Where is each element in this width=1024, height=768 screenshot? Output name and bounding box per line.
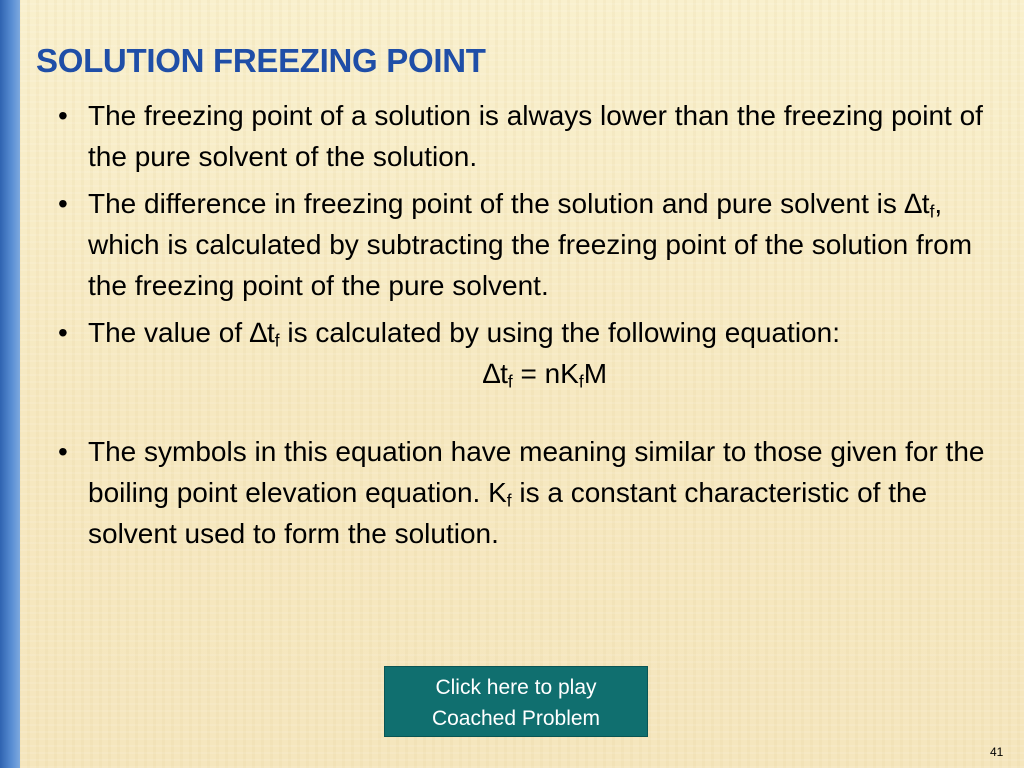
coached-problem-button[interactable] bbox=[384, 666, 648, 737]
bullet-symbols-meaning bbox=[58, 431, 988, 554]
coached-button-line1: Click here to play bbox=[435, 676, 597, 699]
slide-body bbox=[58, 95, 988, 554]
bullet-freezing-point-difference bbox=[58, 183, 988, 306]
bullet-text-pre: The value of bbox=[88, 317, 250, 348]
equation-m: M bbox=[583, 358, 608, 389]
delta-t-symbol: ∆t bbox=[249, 317, 275, 348]
delta-t-symbol: ∆t bbox=[904, 188, 930, 219]
bullet-text-post: , which is calculated by subtracting the freezing point of the solution from the freezing point of the pure solvent. bbox=[88, 188, 973, 301]
bullet-text-pre: The symbols in this equation have meaning similar to those given for the boiling point elevation equation. K bbox=[88, 436, 985, 508]
bullet-text-pre: The difference in freezing point of the solution and pure solvent is bbox=[88, 188, 905, 219]
freezing-point-equation bbox=[58, 353, 988, 394]
bullet-text: The freezing point of a solution is always lower than the freezing point of the pure solvent of the solution. bbox=[88, 100, 983, 172]
bullet-freezing-point-lower bbox=[58, 95, 988, 177]
equation-nk: = nK bbox=[512, 358, 579, 389]
subscript-f: f bbox=[274, 330, 280, 351]
coached-button-line2: Coached Problem bbox=[431, 707, 601, 730]
subscript-f: f bbox=[506, 490, 512, 511]
equation-subscript-f: f bbox=[507, 371, 513, 392]
page-number: 41 bbox=[990, 745, 1004, 759]
bullet-delta-tf-value bbox=[58, 312, 988, 353]
equation-delta-t: ∆t bbox=[482, 358, 508, 389]
bullet-text-post: is a constant characteristic of the solvent used to form the solution. bbox=[88, 477, 928, 549]
side-accent-bar bbox=[0, 0, 20, 768]
slide-title: SOLUTION FREEZING POINT bbox=[36, 42, 486, 79]
subscript-f: f bbox=[929, 201, 935, 222]
equation-subscript-f: f bbox=[578, 371, 584, 392]
bullet-text-post: is calculated by using the following equation: bbox=[279, 317, 840, 348]
